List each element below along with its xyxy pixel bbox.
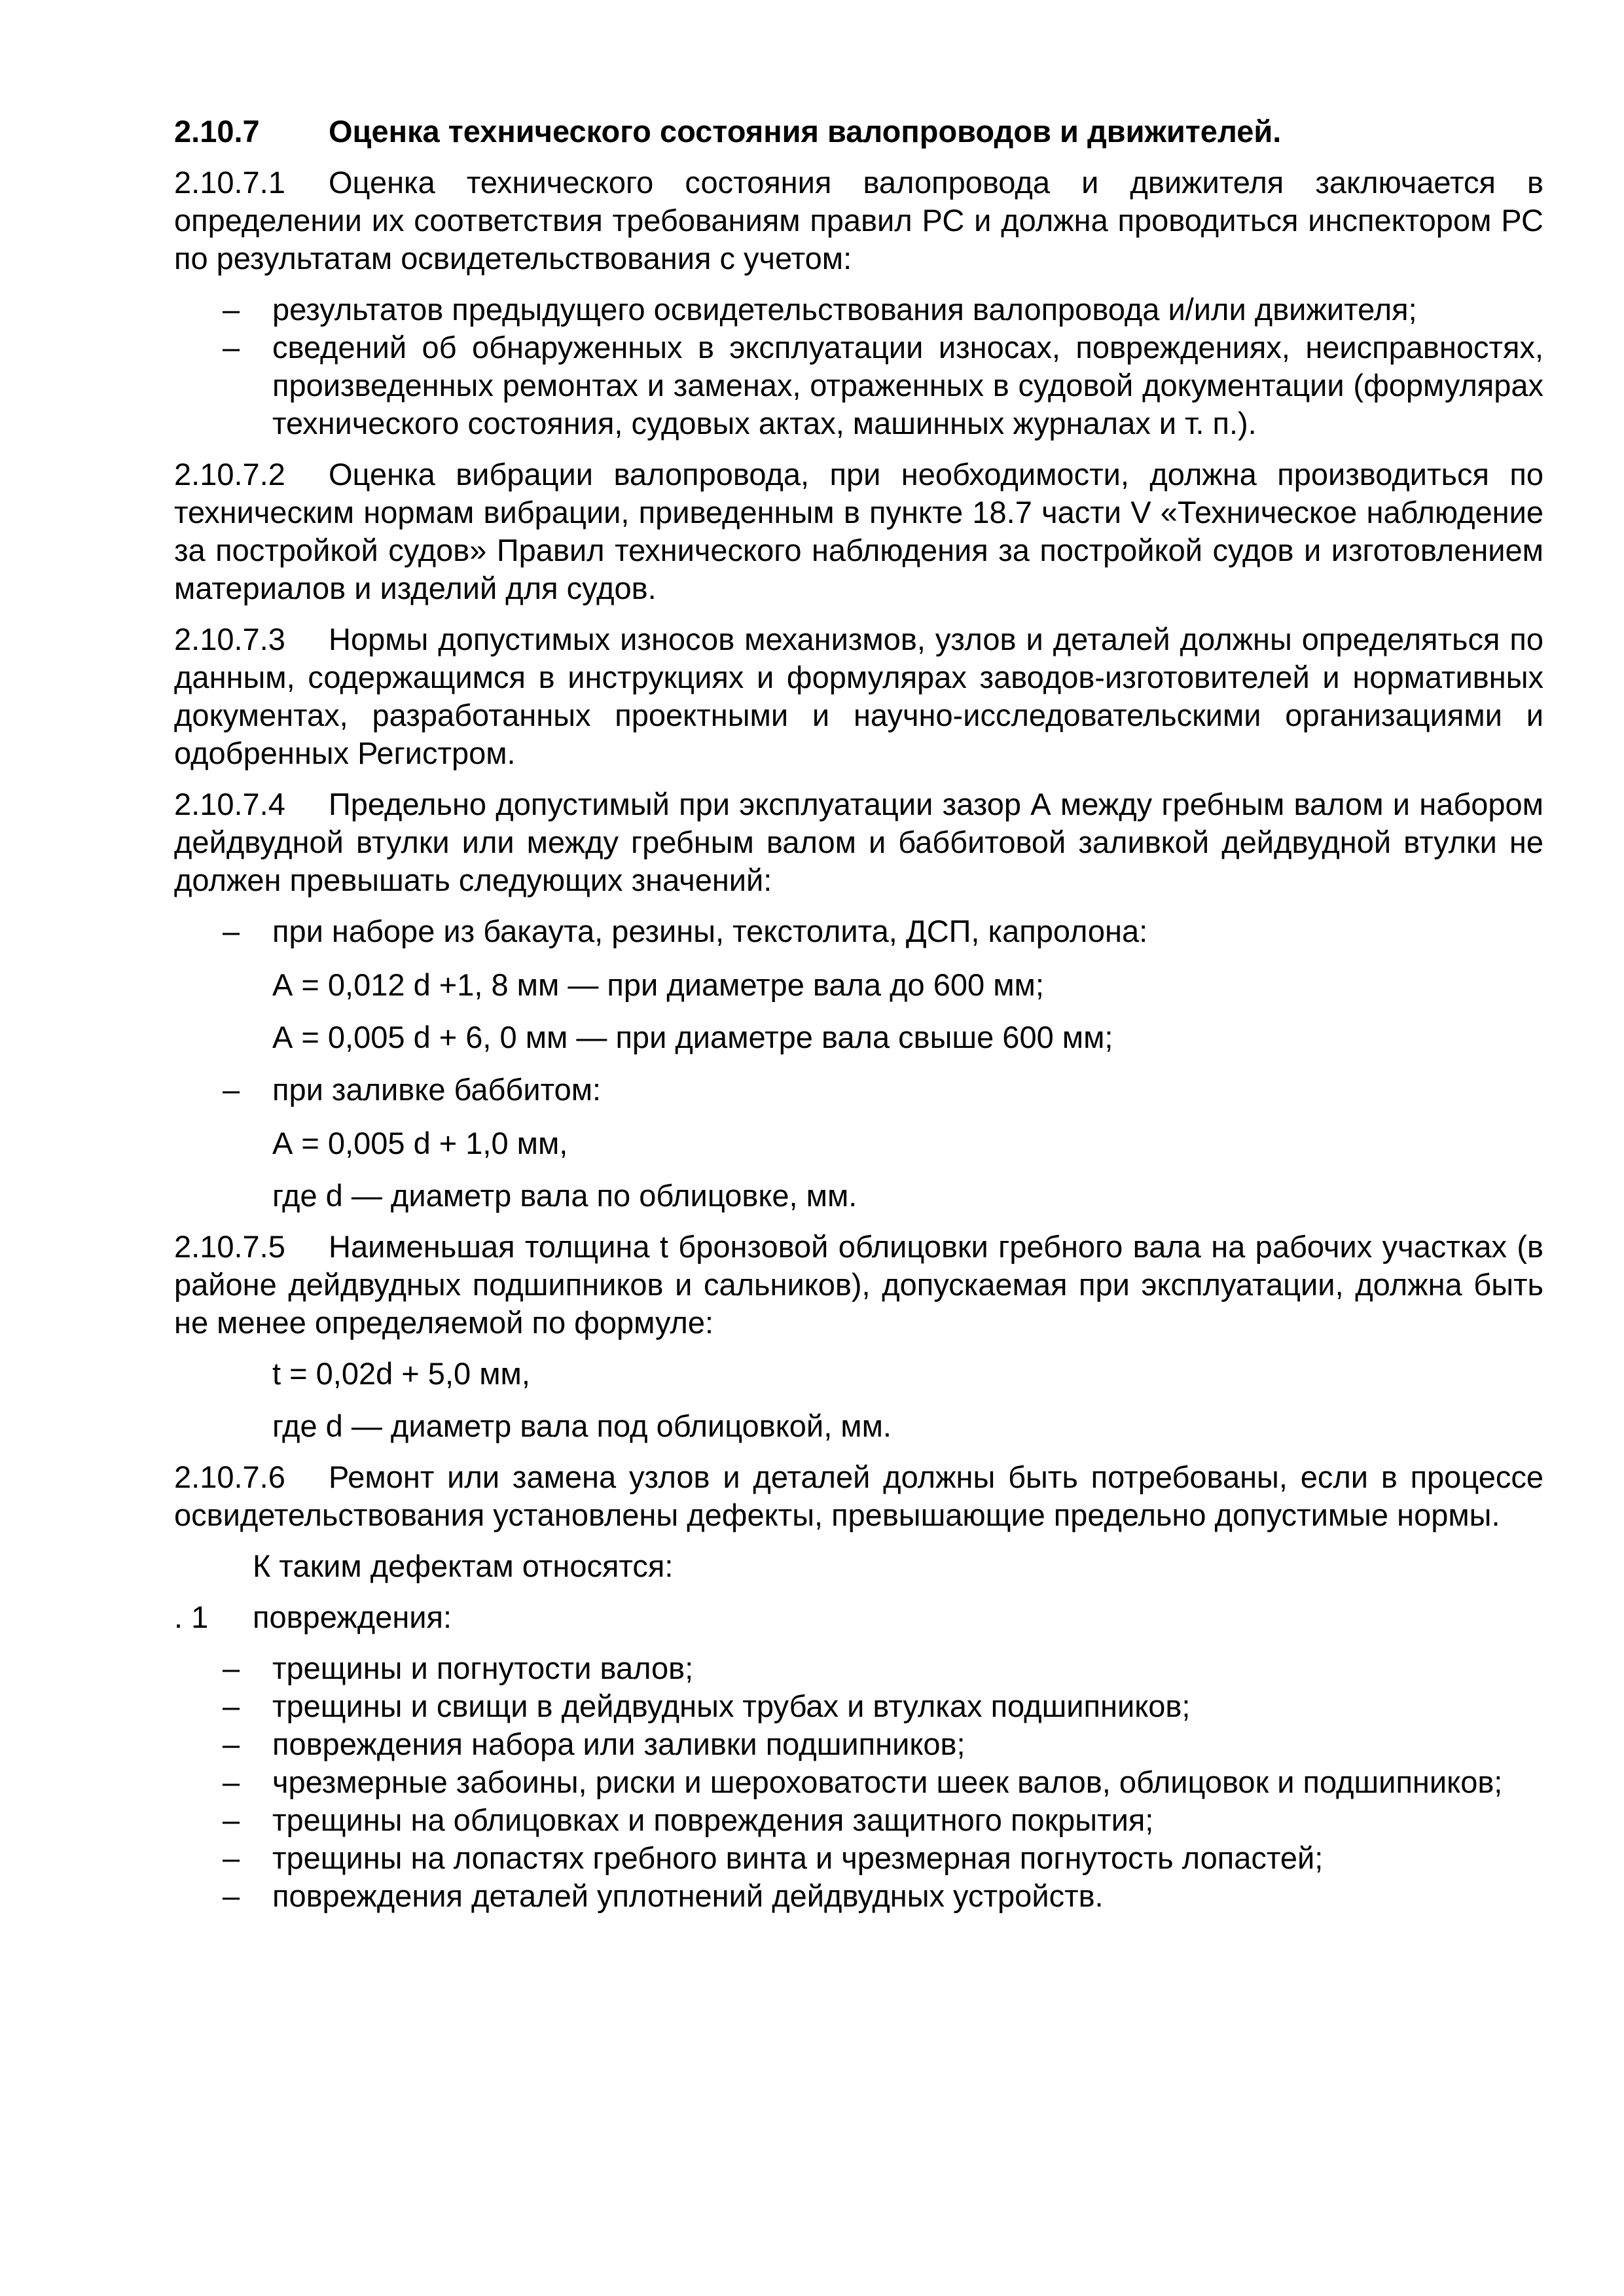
list-item-text: при заливке баббитом: <box>272 1072 602 1107</box>
paragraph-text: Ремонт или замена узлов и деталей должны быть потребованы, если в процессе освидетельствования установлены дефекты, превышающие предельно допустимые нормы. <box>174 1460 1543 1532</box>
paragraph-2-10-7-2 <box>174 456 1543 607</box>
list-item-text: трещины на лопастях гребного винта и чрезмерная погнутость лопастей; <box>272 1840 1324 1875</box>
defects-intro: К таким дефектам относятся: <box>253 1549 674 1583</box>
paragraph-text: Наименьшая толщина t бронзовой облицовки гребного вала на рабочих участках (в районе дейдвудных подшипников и сальников), допускаемая при эксплуатации, должна быть не менее определяемой по формуле: <box>174 1229 1543 1340</box>
list-item <box>174 912 1543 950</box>
defects-list <box>174 1649 1543 1915</box>
paragraph-text: Предельно допустимый при эксплуатации зазор А между гребным валом и набором дейдвудной втулки или между гребным валом и баббитовой заливкой дейдвудной втулки не должен превышать следующих значений: <box>174 787 1543 897</box>
paragraph-number: 2.10.7.6 <box>174 1460 285 1494</box>
dash-bullet: – <box>223 292 240 327</box>
dash-bullet: – <box>223 330 240 365</box>
dash-bullet: – <box>223 1840 240 1875</box>
subitem-damages <box>174 1598 1543 1636</box>
list-item <box>174 1649 1543 1687</box>
list-item <box>174 1071 1543 1109</box>
document-page <box>174 113 1543 1928</box>
subitem-label: повреждения: <box>253 1600 452 1634</box>
paragraph-text: Оценка технического состояния валопровода и движителя заключается в определении их соответствия требованиям правил РС и должна проводиться инспектором РС по результатам освидетельствования с учетом: <box>174 165 1543 276</box>
p4-case-2 <box>174 1071 1543 1109</box>
list-item-text: трещины на облицовках и повреждения защитного покрытия; <box>272 1803 1154 1837</box>
list-item-text: повреждения набора или заливки подшипников; <box>272 1727 965 1761</box>
section-heading <box>174 113 1543 151</box>
list-item <box>174 1725 1543 1763</box>
dash-bullet: – <box>223 1072 240 1107</box>
paragraph-2-10-7-1 <box>174 164 1543 278</box>
list-item-text: трещины и погнутости валов; <box>272 1651 694 1685</box>
paragraph-2-10-7-6 <box>174 1458 1543 1534</box>
paragraph-2-10-7-5 <box>174 1228 1543 1342</box>
list-item-text: при наборе из бакаута, резины, текстолита, ДСП, капролона: <box>272 914 1148 948</box>
dash-bullet: – <box>223 1651 240 1685</box>
dash-bullet: – <box>223 1689 240 1723</box>
list-item-text: повреждения деталей уплотнений дейдвудных устройств. <box>272 1878 1104 1913</box>
formula-thickness: t = 0,02d + 5,0 мм, <box>272 1356 530 1391</box>
list-item <box>174 1763 1543 1801</box>
paragraph-text: Нормы допустимых износов механизмов, узлов и деталей должны определяться по данным, содержащимся в инструкциях и формулярах заводов-изготовителей и нормативных документах, разработанных проектными и научно-исследовательскими организациями и одобренных Регистром. <box>174 622 1543 770</box>
subitem-number: . 1 <box>174 1600 209 1634</box>
list-item <box>174 1839 1543 1877</box>
formula-clearance-small: А = 0,012 d +1, 8 мм — при диаметре вала до 600 мм; <box>272 967 1044 1002</box>
list-item <box>174 1877 1543 1915</box>
dash-bullet: – <box>223 1803 240 1837</box>
dash-bullet: – <box>223 1727 240 1761</box>
dash-bullet: – <box>223 1765 240 1799</box>
section-title: Оценка технического состояния валопроводов и движителей. <box>329 114 1282 149</box>
formula-where-note: где d — диаметр вала под облицовкой, мм. <box>272 1408 892 1443</box>
list-item-text: результатов предыдущего освидетельствования валопровода и/или движителя; <box>272 292 1417 327</box>
dash-bullet: – <box>223 1878 240 1913</box>
paragraph-number: 2.10.7.3 <box>174 622 285 656</box>
list-item <box>174 1687 1543 1725</box>
formula-clearance-babbitt: А = 0,005 d + 1,0 мм, <box>272 1126 568 1160</box>
section-number: 2.10.7 <box>174 114 260 149</box>
paragraph-number: 2.10.7.2 <box>174 457 285 492</box>
list-item <box>174 329 1543 442</box>
list-item-text: чрезмерные забоины, риски и шероховатости шеек валов, облицовок и подшипников; <box>272 1765 1503 1799</box>
paragraph-number: 2.10.7.4 <box>174 787 285 821</box>
list-item <box>174 1801 1543 1839</box>
dash-bullet: – <box>223 914 240 948</box>
formula-where-note: где d — диаметр вала по облицовке, мм. <box>272 1178 857 1213</box>
paragraph-2-10-7-3 <box>174 620 1543 772</box>
p4-case-1 <box>174 912 1543 950</box>
p1-list <box>174 291 1543 442</box>
paragraph-number: 2.10.7.1 <box>174 165 285 200</box>
list-item-text: трещины и свищи в дейдвудных трубах и втулках подшипников; <box>272 1689 1191 1723</box>
list-item <box>174 291 1543 329</box>
paragraph-number: 2.10.7.5 <box>174 1229 285 1264</box>
formula-clearance-large: А = 0,005 d + 6, 0 мм — при диаметре вала свыше 600 мм; <box>272 1020 1113 1054</box>
list-item-text: сведений об обнаруженных в эксплуатации износах, повреждениях, неисправностях, произведенных ремонтах и заменах, отраженных в судовой документации (формулярах технического состояния, судовых актах, машинных журналах и т. п.). <box>272 330 1543 440</box>
paragraph-text: Оценка вибрации валопровода, при необходимости, должна производиться по техническим нормам вибрации, приведенным в пункте 18.7 части V «Техническое наблюдение за постройкой судов» Правил технического наблюдения за постройкой судов и изготовлением материалов и изделий для судов. <box>174 457 1543 605</box>
paragraph-2-10-7-4 <box>174 785 1543 899</box>
